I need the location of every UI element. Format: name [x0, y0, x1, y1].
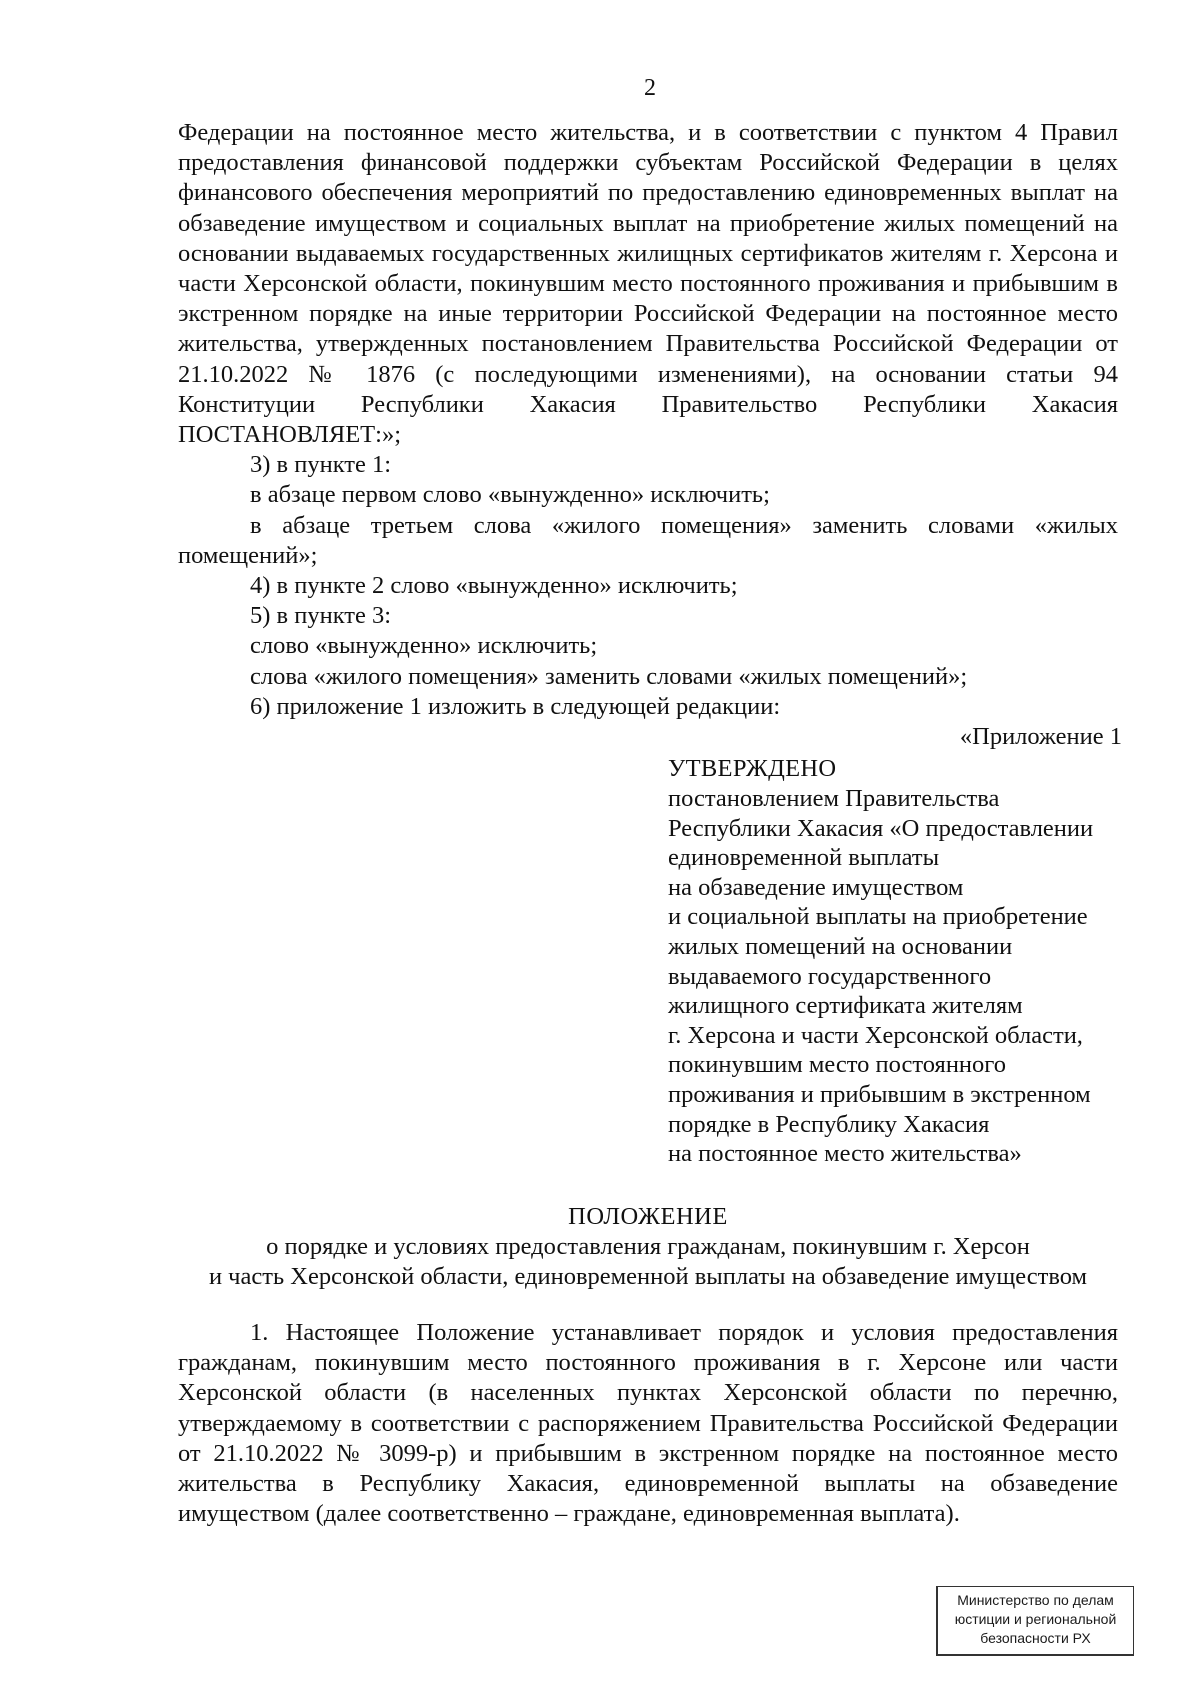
approval-line: г. Херсона и части Херсонской области,: [668, 1021, 1083, 1049]
approval-line: на постоянное место жительства»: [668, 1140, 1022, 1168]
appendix-label: «Приложение 1: [959, 723, 1122, 750]
amendment-item-4: 4) в пункте 2 слово «вынужденно» исключить;: [250, 572, 738, 600]
amendment-item-5: 5) в пункте 3:: [250, 602, 392, 630]
approval-lines: [668, 784, 1128, 1169]
regulation-heading: [178, 1202, 1118, 1293]
amendment-item-3: 3) в пункте 1:: [250, 451, 392, 479]
amendment-item-6: 6) приложение 1 изложить в следующей редакции:: [250, 692, 781, 720]
approved-title: УТВЕРЖДЕНО: [668, 755, 837, 782]
stamp-line-2: юстиции и региональной: [954, 1611, 1117, 1627]
approval-line: и социальной выплаты на приобретение: [668, 903, 1088, 931]
ministry-stamp: [936, 1586, 1134, 1656]
approval-line: выдаваемого государственного: [668, 962, 992, 990]
stamp-line-3: безопасности РХ: [980, 1630, 1091, 1646]
page-number: 2: [644, 75, 656, 101]
preamble-paragraph: Федерации на постоянное место жительства, и в соответствии с пунктом 4 Правил предоставления финансовой поддержки субъектам Российской Федерации в целях финансового обеспечения мероприятий по предоставлению единовременных выплат на обзаведение имуществом и социальных выплат на приобретение жилых помещений на основании выдаваемых государственных жилищных сертификатов жителям г. Херсона и части Херсонской области, покинувшим место постоянного проживания и прибывшим в экстренном порядке на иные территории Российской Федерации на постоянное место жительства, утвержденных постановлением Правительства Российской Федерации от 21.10.2022 № 1876 (с последующими изменениями), на основании статьи 94 Конституции Республики Хакасия Правительство Республики Хакасия ПОСТАНОВЛЯЕТ:»;: [178, 119, 1118, 449]
regulation-subtitle-line-2: и часть Херсонской области, единовременной выплаты на обзаведение имуществом: [208, 1263, 1088, 1291]
approval-line: жилых помещений на основании: [668, 932, 1013, 960]
approval-line: постановлением Правительства: [668, 785, 1000, 812]
approval-line: единовременной выплаты: [668, 844, 940, 872]
approval-line: жилищного сертификата жителям: [668, 992, 1023, 1020]
approval-line: Республики Хакасия «О предоставлении: [668, 814, 1094, 842]
approval-line: проживания и прибывшим в экстренном: [668, 1080, 1091, 1108]
point-one-block: [178, 1318, 1118, 1529]
amendment-item-3-b: в абзаце третьем слова «жилого помещения» заменить словами «жилых помещений»;: [178, 511, 1118, 569]
approval-line: порядке в Республику Хакасия: [668, 1110, 990, 1138]
approval-line: на обзаведение имуществом: [668, 873, 964, 901]
point-one-paragraph: 1. Настоящее Положение устанавливает порядок и условия предоставления гражданам, покинувшим место постоянного проживания в г. Херсоне или части Херсонской области (в населенных пунктах Херсонской области по перечню, утверждаемому в соответствии с распоряжением Правительства Российской Федерации от 21.10.2022 № 3099-р) и прибывшим в экстренном порядке на постоянное место жительства в Республику Хакасия, единовременной выплаты на обзаведение имуществом (далее соответственно – граждане, единовременная выплата).: [178, 1319, 1118, 1528]
amendment-item-3-a: в абзаце первом слово «вынужденно» исключить;: [250, 481, 770, 509]
main-text-block: [178, 118, 1118, 722]
approval-line: покинувшим место постоянного: [668, 1051, 1006, 1079]
approval-block: [0, 722, 1200, 1202]
stamp-line-1: Министерство по делам: [957, 1592, 1114, 1608]
amendment-item-5-a: слово «вынужденно» исключить;: [250, 632, 598, 660]
regulation-title: ПОЛОЖЕНИЕ: [568, 1203, 728, 1230]
regulation-subtitle-line-1: о порядке и условиях предоставления гражданам, покинувшим г. Херсон: [266, 1233, 1030, 1261]
amendment-item-5-b: слова «жилого помещения» заменить словами «жилых помещений»;: [250, 662, 968, 690]
